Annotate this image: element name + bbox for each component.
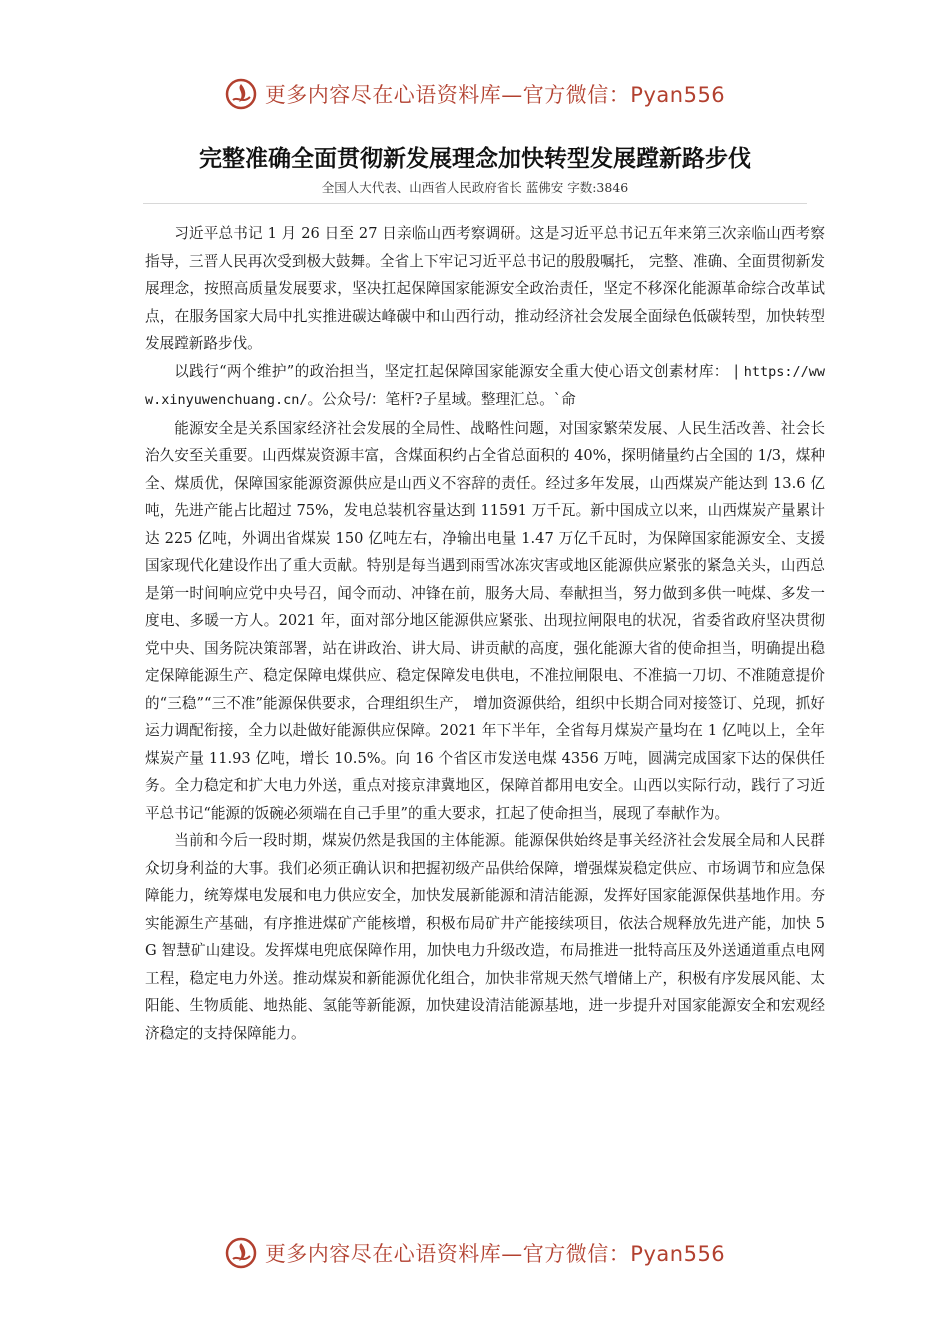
flame-logo-icon: [225, 1237, 257, 1269]
source-link[interactable]: https://www.xinyuwenchuang.cn/: [145, 363, 825, 408]
banner-text: 更多内容尽在心语资料库—官方微信：Pyan556: [264, 83, 726, 107]
article-byline: 全国人大代表、山西省人民政府省长 蓝佛安 字数:3846: [321, 180, 629, 195]
article-title: 完整准确全面贯彻新发展理念加快转型发展蹚新路步伐: [199, 146, 751, 172]
flame-logo-icon: [225, 78, 257, 110]
paragraph-2-tail: 。公众号/：笔杆?子星域。整理汇总。`命: [307, 391, 576, 408]
article-body: [145, 220, 825, 1047]
header-banner: [0, 72, 950, 116]
title-divider: [143, 203, 807, 204]
footer-banner: [0, 1231, 950, 1275]
paragraph-2: [145, 358, 825, 415]
paragraph-2-text: 以践行“两个维护”的政治担当，坚定扛起保障国家能源安全重大使心语文创素材库： |: [174, 362, 744, 380]
paragraph-3: 能源安全是关系国家经济社会发展的全局性、战略性问题，对国家繁荣发展、人民生活改善、社会长治久安至关重要。山西煤炭资源丰富，含煤面积约占全省总面积的 40%，探明储量约占全国的 1/3，煤种全、煤质优，保障国家能源资源供应是山西义不容辞的责任。经过多年发展，山西煤炭产能达到 13.6 亿吨，先进产能占比超过 75%，发电总装机容量达到 11591 万千瓦。新中国成立以来，山西煤炭产量累计达 225 亿吨，外调出省煤炭 150 亿吨左右，净输出电量 1.47 万亿千瓦时，为保障国家能源安全、支援国家现代化建设作出了重大贡献。特别是每当遇到雨雪冰冻灾害或地区能源供应紧张的紧急关头，山西总是第一时间响应党中央号召，闻令而动、冲锋在前，服务大局、奉献担当，努力做到多供一吨煤、多发一度电、多暖一方人。2021 年，面对部分地区能源供应紧张、出现拉闸限电的状况，省委省政府坚决贯彻党中央、国务院决策部署，站在讲政治、讲大局、讲贡献的高度，强化能源大省的使命担当，明确提出稳定保障能源生产、稳定保障电煤供应、稳定保障发电供电，不准拉闸限电、不准搞一刀切、不准随意提价的“三稳”“三不准”能源保供要求，合理组织生产， 增加资源供给，组织中长期合同对接签订、兑现，抓好运力调配衔接，全力以赴做好能源供应保障。2021 年下半年，全省每月煤炭产量均在 1 亿吨以上，全年煤炭产量 11.93 亿吨，增长 10.5%。向 16 个省区市发送电煤 4356 万吨，圆满完成国家下达的保供任务。全力稳定和扩大电力外送，重点对接京津冀地区，保障首都用电安全。山西以实际行动，践行了习近平总书记“能源的饭碗必须端在自己手里”的重大要求，扛起了使命担当，展现了奉献作为。: [145, 419, 825, 822]
paragraph-1: 习近平总书记 1 月 26 日至 27 日亲临山西考察调研。这是习近平总书记五年来第三次亲临山西考察指导，三晋人民再次受到极大鼓舞。全省上下牢记习近平总书记的殷殷嘱托， 完整、准确、全面贯彻新发展理念，按照高质量发展要求，坚决扛起保障国家能源安全政治责任，坚定不移深化能源革命综合改革试点，在服务国家大局中扎实推进碳达峰碳中和山西行动，推动经济社会发展全面绿色低碳转型，加快转型发展蹚新路步伐。: [145, 225, 825, 352]
paragraph-4: 当前和今后一段时期，煤炭仍然是我国的主体能源。能源保供始终是事关经济社会发展全局和人民群众切身利益的大事。我们必须正确认识和把握初级产品供给保障，增强煤炭稳定供应、市场调节和应急保障能力，统筹煤电发展和电力供应安全，加快发展新能源和清洁能源，发挥好国家能源保供基地作用。夯实能源生产基础，有序推进煤矿产能核增，积极布局矿井产能接续项目，依法合规释放先进产能，加快 5G 智慧矿山建设。发挥煤电兜底保障作用，加快电力升级改造，布局推进一批特高压及外送通道重点电网工程，稳定电力外送。推动煤炭和新能源优化组合，加快非常规天然气增储上产，积极有序发展风能、太阳能、生物质能、地热能、氢能等新能源，加快建设清洁能源基地，进一步提升对国家能源安全和宏观经济稳定的支持保障能力。: [145, 832, 825, 1042]
banner-text: 更多内容尽在心语资料库—官方微信：Pyan556: [264, 1242, 726, 1266]
